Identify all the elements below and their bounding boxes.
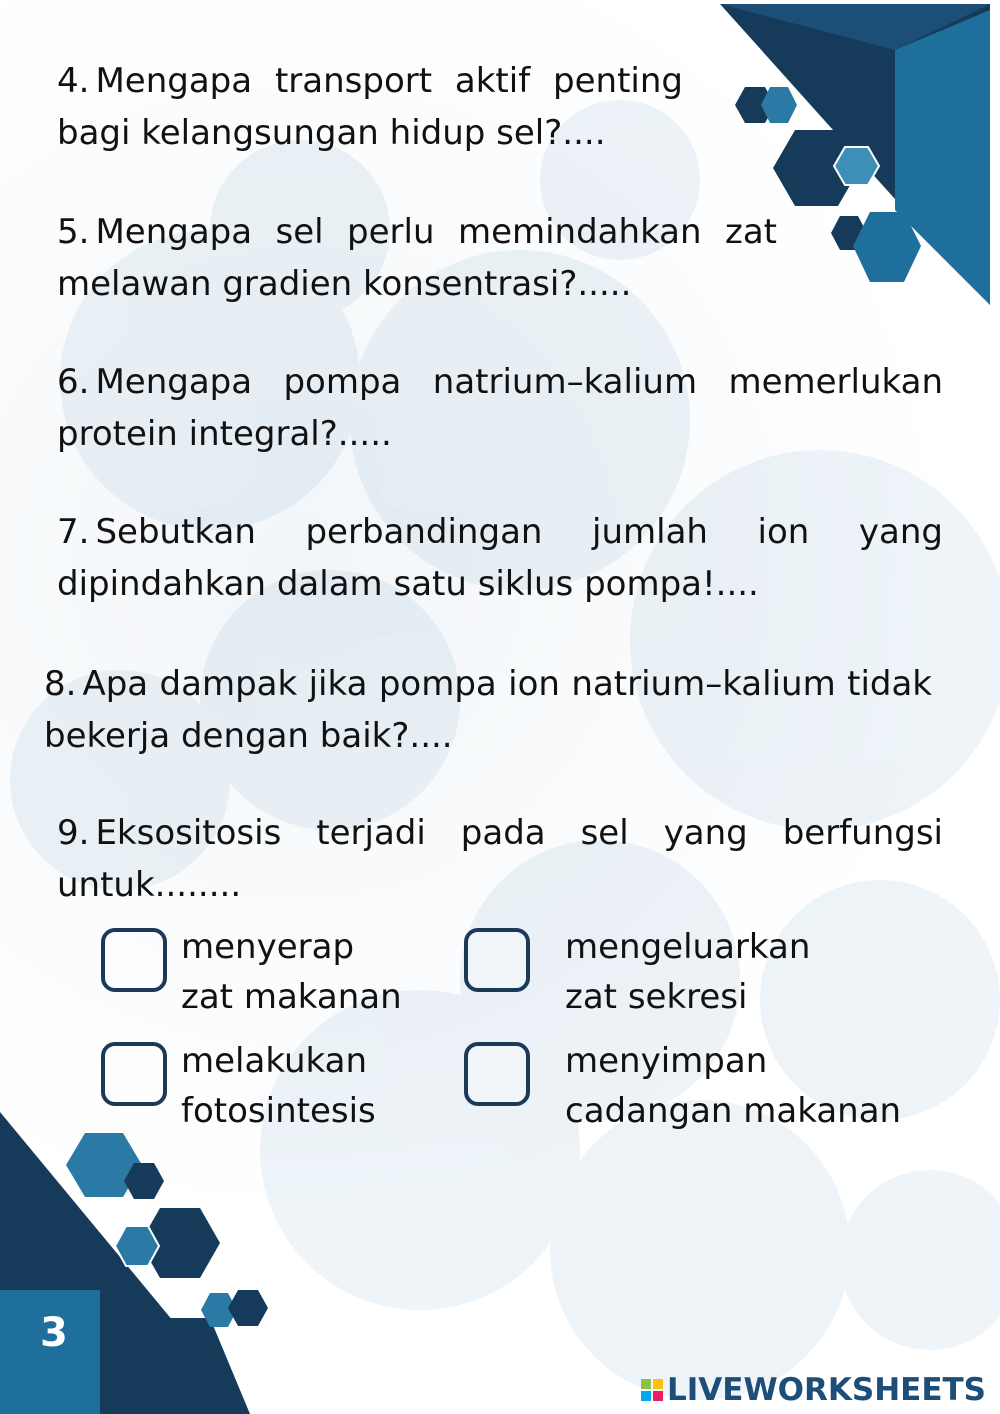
option-checkbox-1[interactable] bbox=[101, 928, 167, 992]
question-9 bbox=[57, 807, 943, 911]
question-text: Mengapa sel perlu memindahkan zat melawan gradien konsentrasi?..... bbox=[57, 212, 777, 304]
question-text: Apa dampak jika pompa ion natrium–kalium tidak bekerja dengan baik?.... bbox=[44, 664, 932, 756]
liveworksheets-logo-icon bbox=[641, 1379, 663, 1401]
question-text: Eksositosis terjadi pada sel yang berfungsi untuk........ bbox=[57, 813, 943, 905]
option-line: menyerap bbox=[181, 927, 355, 967]
question-text: Mengapa transport aktif penting bagi kelangsungan hidup sel?.... bbox=[57, 61, 683, 153]
brand-footer bbox=[641, 1370, 986, 1410]
option-line: cadangan makanan bbox=[565, 1091, 902, 1131]
option-line: fotosintesis bbox=[181, 1091, 376, 1131]
option-line: mengeluarkan bbox=[565, 927, 811, 967]
page-number: 3 bbox=[40, 1310, 68, 1356]
option-line: zat sekresi bbox=[565, 977, 748, 1017]
option-checkbox-2[interactable] bbox=[464, 928, 530, 992]
question-text: Mengapa pompa natrium–kalium memerlukan protein integral?..... bbox=[57, 362, 943, 454]
option-line: melakukan bbox=[181, 1041, 367, 1081]
option-checkbox-4[interactable] bbox=[464, 1042, 530, 1106]
question-number: 8. bbox=[44, 664, 77, 704]
question-6 bbox=[57, 356, 943, 460]
question-number: 4. bbox=[57, 61, 90, 101]
option-line: menyimpan bbox=[565, 1041, 768, 1081]
question-4 bbox=[57, 55, 683, 159]
option-label-2 bbox=[565, 922, 925, 1022]
option-line: zat makanan bbox=[181, 977, 402, 1017]
option-label-4 bbox=[565, 1036, 925, 1136]
question-number: 9. bbox=[57, 813, 90, 853]
question-7 bbox=[57, 506, 943, 610]
question-number: 6. bbox=[57, 362, 90, 402]
question-number: 7. bbox=[57, 512, 90, 552]
brand-name: LIVEWORKSHEETS bbox=[667, 1372, 986, 1408]
question-number: 5. bbox=[57, 212, 90, 252]
question-text: Sebutkan perbandingan jumlah ion yang dipindahkan dalam satu siklus pompa!.... bbox=[57, 512, 943, 604]
question-5 bbox=[57, 206, 777, 310]
question-8 bbox=[44, 658, 932, 762]
option-checkbox-3[interactable] bbox=[101, 1042, 167, 1106]
